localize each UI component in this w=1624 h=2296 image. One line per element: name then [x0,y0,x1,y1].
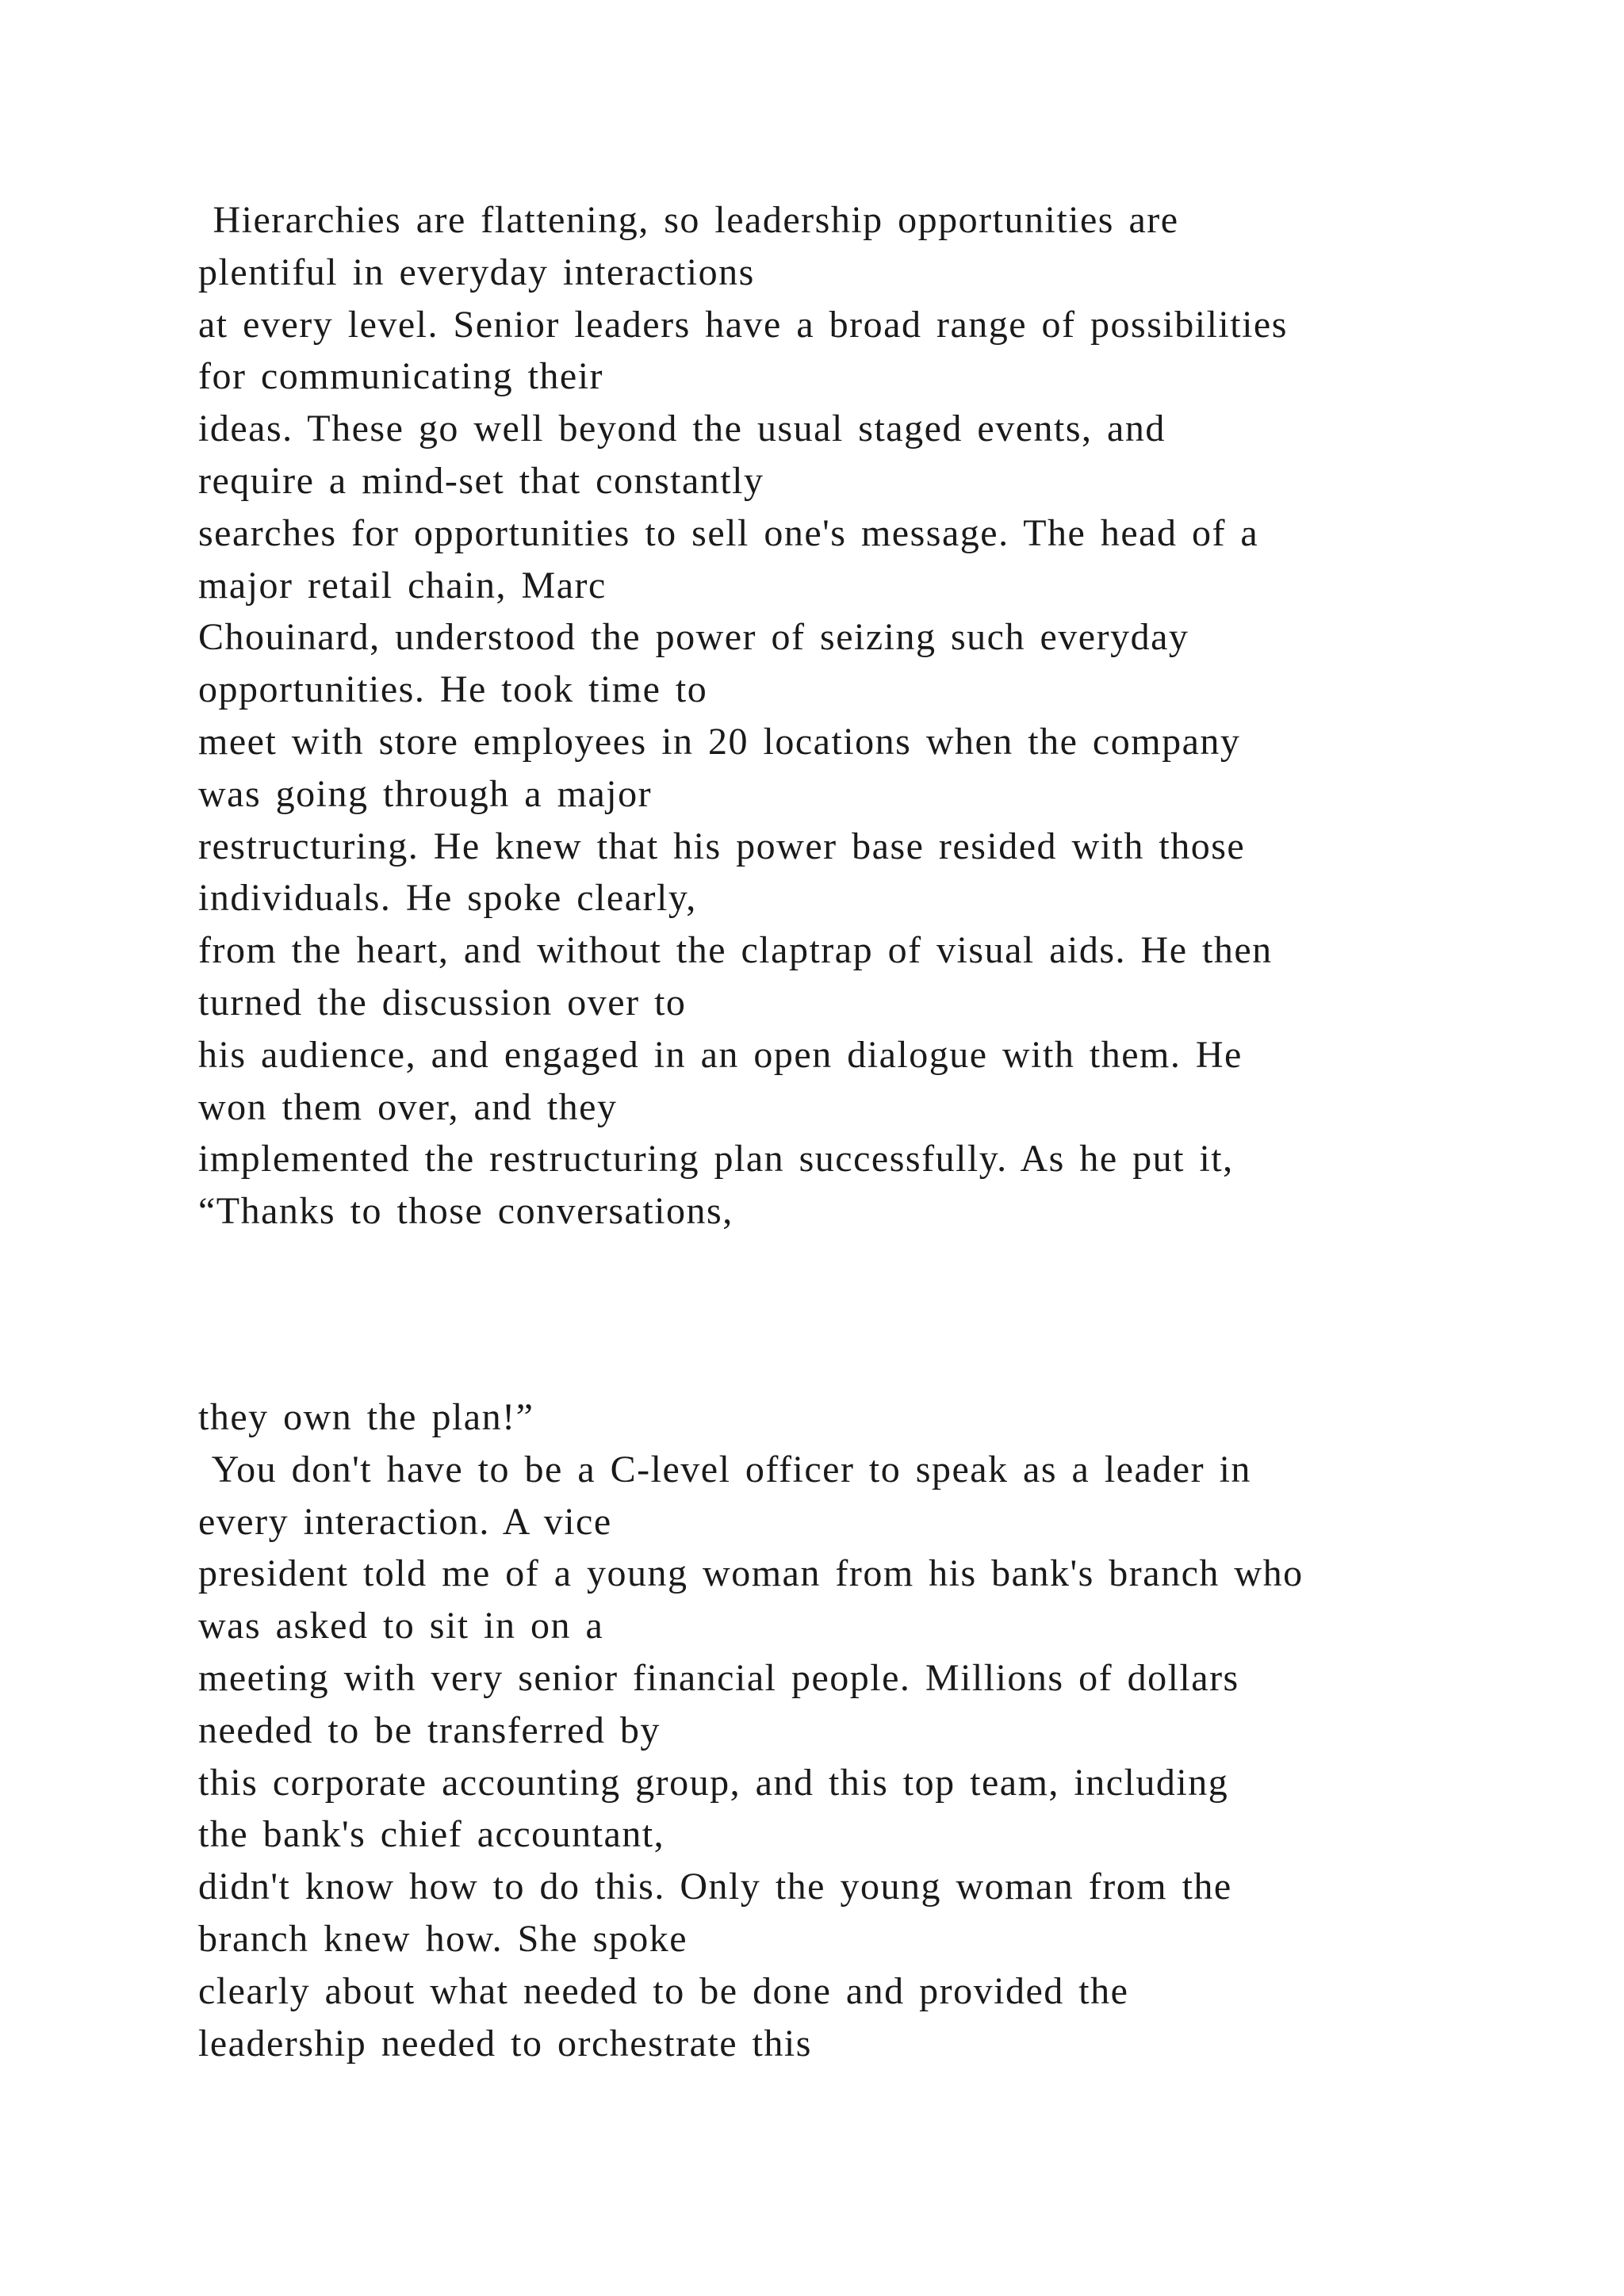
text-line: meet with store employees in 20 locations when the company [198,720,1241,763]
text-line: the bank's chief accountant, [198,1813,665,1856]
text-line: won them over, and they [198,1085,618,1128]
text-line: from the heart, and without the claptrap of visual aids. He then [198,929,1273,972]
text-block-2 [198,1391,1610,2069]
text-line: opportunities. He took time to [198,668,708,711]
text-line: president told me of a young woman from his bank's branch who [198,1552,1304,1595]
text-line: his audience, and engaged in an open dialogue with them. He [198,1033,1243,1076]
text-line: plentiful in everyday interactions [198,251,755,293]
text-line: ideas. These go well beyond the usual staged events, and [198,408,1166,450]
text-line: Hierarchies are flattening, so leadership opportunities are [198,199,1179,241]
text-line: they own the plan!” [198,1396,534,1438]
text-line: major retail chain, Marc [198,564,607,607]
text-line: every interaction. A vice [198,1500,612,1543]
text-line: Chouinard, understood the power of seizing such everyday [198,616,1189,659]
text-line: You don't have to be a C-level officer to speak as a leader in [198,1448,1251,1490]
text-line: searches for opportunities to sell one's message. The head of a [198,511,1259,554]
text-line: implemented the restructuring plan successfully. As he put it, [198,1138,1234,1181]
text-line: was asked to sit in on a [198,1605,604,1647]
text-line: needed to be transferred by [198,1709,661,1751]
text-line: branch knew how. She spoke [198,1917,688,1960]
text-line: leadership needed to orchestrate this [198,2022,812,2064]
text-line: for communicating their [198,355,604,398]
text-line: didn't know how to do this. Only the young woman from the [198,1866,1232,1908]
text-line: restructuring. He knew that his power base resided with those [198,825,1246,867]
text-line: require a mind-set that constantly [198,459,764,502]
text-line: “Thanks to those conversations, [198,1190,733,1233]
text-line: this corporate accounting group, and this top team, including [198,1761,1229,1804]
text-line: clearly about what needed to be done and provided the [198,1969,1129,2012]
text-line: at every level. Senior leaders have a broad range of possibilities [198,303,1288,346]
text-line: was going through a major [198,772,653,815]
text-line: turned the discussion over to [198,981,687,1024]
text-block-1 [198,194,1610,1238]
text-line: meeting with very senior financial people. Millions of dollars [198,1656,1239,1699]
text-line: individuals. He spoke clearly, [198,877,697,920]
